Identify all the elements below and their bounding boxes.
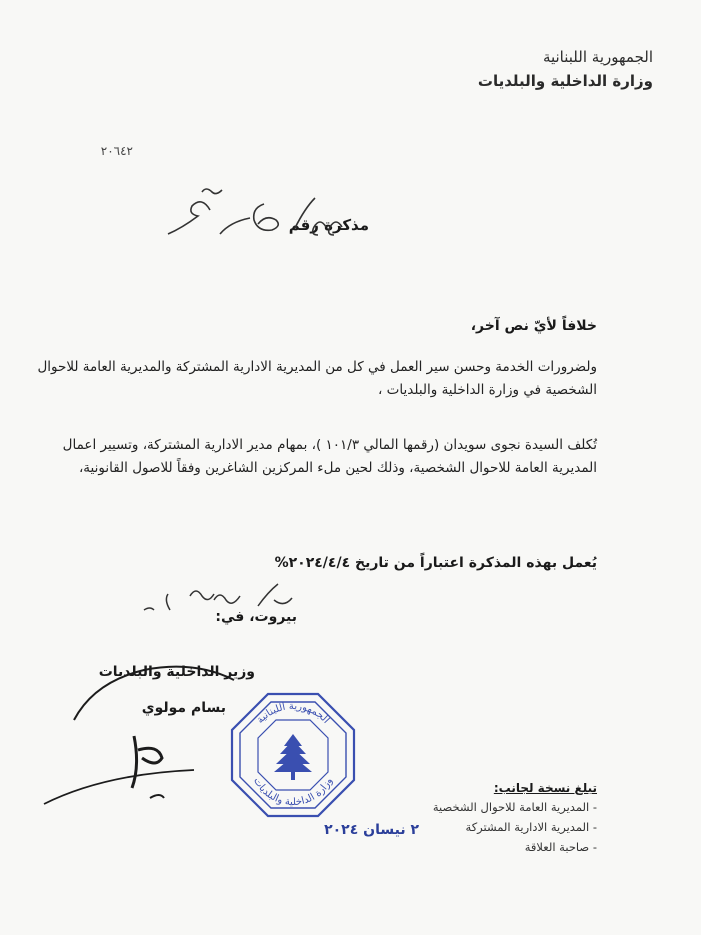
minister-title: وزير الداخلية والبلديات [98,664,255,680]
header-republic: الجمهورية اللبنانية [542,48,653,66]
copy-item: - المديرية الادارية المشتركة [465,820,597,834]
copies-heading: تبلغ نسخة لجانب: [493,781,597,795]
seal-top-text: الجمهورية اللبنانية [254,700,332,726]
effective-date-line: يُعمل بهذه المذكرة اعتباراً من تاريخ ٢٠٢٤/٤/٤% [274,555,597,571]
intro-line: خلافاً لأيّ نص آخر، [470,318,597,334]
minister-signature [34,628,254,818]
place-date-label: بيروت، في: [215,609,297,625]
cedar-icon [274,734,312,780]
minister-name: بسام مولوي [141,700,226,716]
ministry-seal [228,690,358,820]
paragraph-reason: ولضرورات الخدمة وحسن سير العمل في كل من المديرية الادارية المشتركة والمديرية العامة للاحوال الشخصية في وزارة الداخلية والبلديات ، [37,359,597,398]
date-stamp: ٢ نيسان ٢٠٢٤ [324,822,419,838]
seal-bottom-text: وزارة الداخلية والبلديات [251,775,335,809]
handwritten-memo-number [150,182,360,252]
copy-item: - المديرية العامة للاحوال الشخصية [432,800,597,814]
header-ministry: وزارة الداخلية والبلديات [477,72,653,90]
reference-number: ٢٠٦٤٢ [100,144,133,158]
copy-item: - صاحبة العلاقة [524,840,597,854]
memo-number-label: مذكرة رقم [288,216,369,234]
paragraph-assignment: تُكلف السيدة نجوى سويدان (رقمها المالي ١٠١/٣ )، بمهام مدير الادارية المشتركة، وتسيير اعمال المديرية العامة للاحوال الشخصية، وذلك لحين ملء المركزين الشاغرين وفقاً للاصول القانونية، [62,437,597,476]
